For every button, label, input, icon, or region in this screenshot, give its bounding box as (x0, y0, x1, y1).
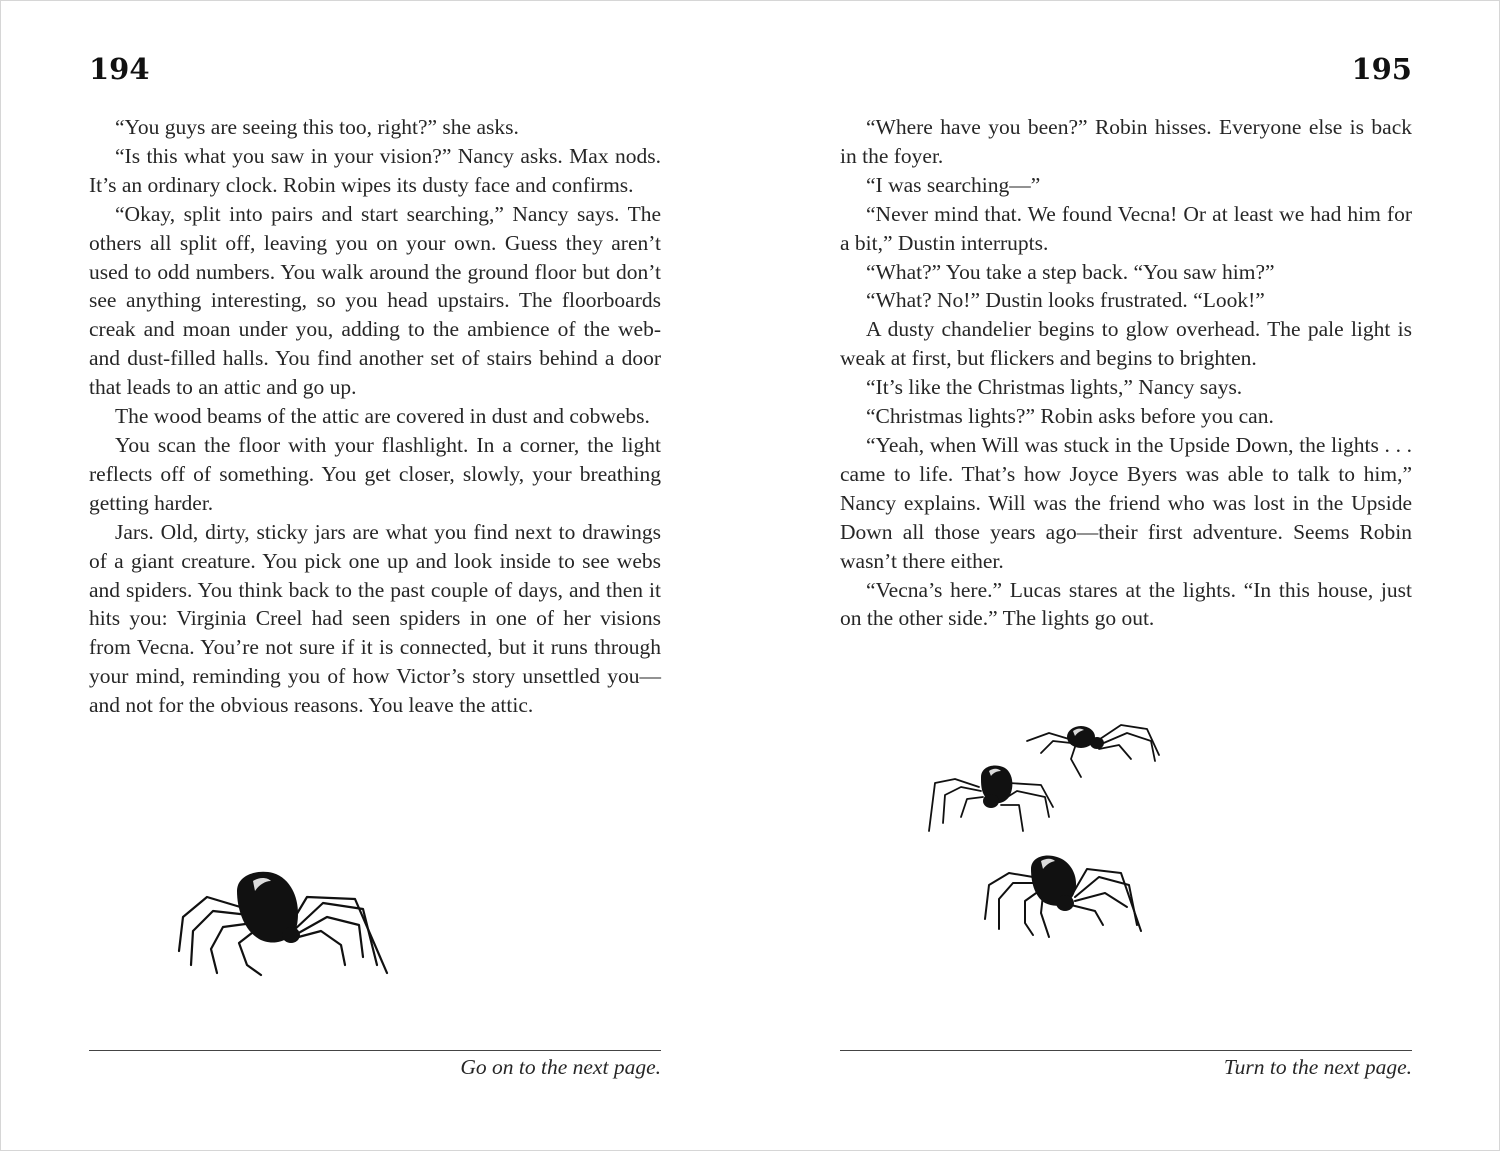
spider-illustration-icon (925, 763, 1057, 835)
paragraph: “Is this what you saw in your vision?” Nancy asks. Max nods. It’s an ordinary clock. Robin wipes its dusty face and confirms. (89, 143, 661, 197)
spider-illustration-icon (177, 869, 389, 979)
right-page-text (840, 113, 1412, 633)
paragraph: “Christmas lights?” Robin asks before you can. (866, 404, 1274, 429)
paragraph: “Never mind that. We found Vecna! Or at least we had him for a bit,” Dustin interrupts. (840, 201, 1412, 255)
right-footer-instruction[interactable]: Turn to the next page. (1223, 1055, 1412, 1079)
paragraph: “I was searching—” (866, 172, 1041, 197)
paragraph: “It’s like the Christmas lights,” Nancy says. (866, 375, 1243, 400)
left-page-text (89, 113, 661, 720)
paragraph: “You guys are seeing this too, right?” she asks. (115, 115, 519, 139)
paragraph: “Yeah, when Will was stuck in the Upside Down, the lights . . . came to life. That’s how Joyce Byers was able to talk to him,” Nancy explains. Will was the friend who was lost in the Upside Down all those years ago—their first adventure. Seems Robin wasn’t there either. (840, 432, 1412, 573)
paragraph: “What? No!” Dustin looks frustrated. “Look!” (866, 288, 1265, 313)
paragraph: “Vecna’s here.” Lucas stares at the lights. “In this house, just on the other side.” The lights go out. (840, 577, 1412, 631)
spider-illustration-icon (981, 853, 1145, 939)
right-page-number: 195 (1351, 52, 1412, 86)
paragraph: “Where have you been?” Robin hisses. Everyone else is back in the foyer. (840, 115, 1412, 168)
right-footer-rule (840, 1050, 1412, 1051)
paragraph: Jars. Old, dirty, sticky jars are what you find next to drawings of a giant creature. You pick one up and look inside to see webs and spiders. You think back to the past couple of days, and then it hits you: Virginia Creel had seen spiders in one of her visions from Vecna. You’re not sure if it is connected, but it runs through your mind, reminding you of how Victor’s story unsettled you—and not for the obvious reasons. You leave the attic. (89, 519, 661, 718)
paragraph: A dusty chandelier begins to glow overhead. The pale light is weak at first, but flickers and begins to brighten. (840, 317, 1412, 371)
paragraph: “Okay, split into pairs and start searching,” Nancy says. The others all split off, leaving you on your own. Guess they aren’t used to odd numbers. You walk around the ground floor but don’t see anything interesting, so you head upstairs. The floorboards creak and moan under you, adding to the ambience of the web- and dust-filled halls. You find another set of stairs behind a door that leads to an attic and go up. (89, 201, 661, 400)
left-footer-instruction[interactable]: Go on to the next page. (460, 1055, 661, 1079)
left-footer-rule (89, 1050, 661, 1051)
paragraph: The wood beams of the attic are covered in dust and cobwebs. (115, 404, 650, 429)
paragraph: You scan the floor with your flashlight. In a corner, the light reflects off of something. You get closer, slowly, your breathing getting harder. (89, 432, 661, 515)
paragraph: “What?” You take a step back. “You saw him?” (866, 259, 1275, 284)
right-page (840, 1, 1412, 1150)
left-page-number: 194 (89, 52, 150, 86)
